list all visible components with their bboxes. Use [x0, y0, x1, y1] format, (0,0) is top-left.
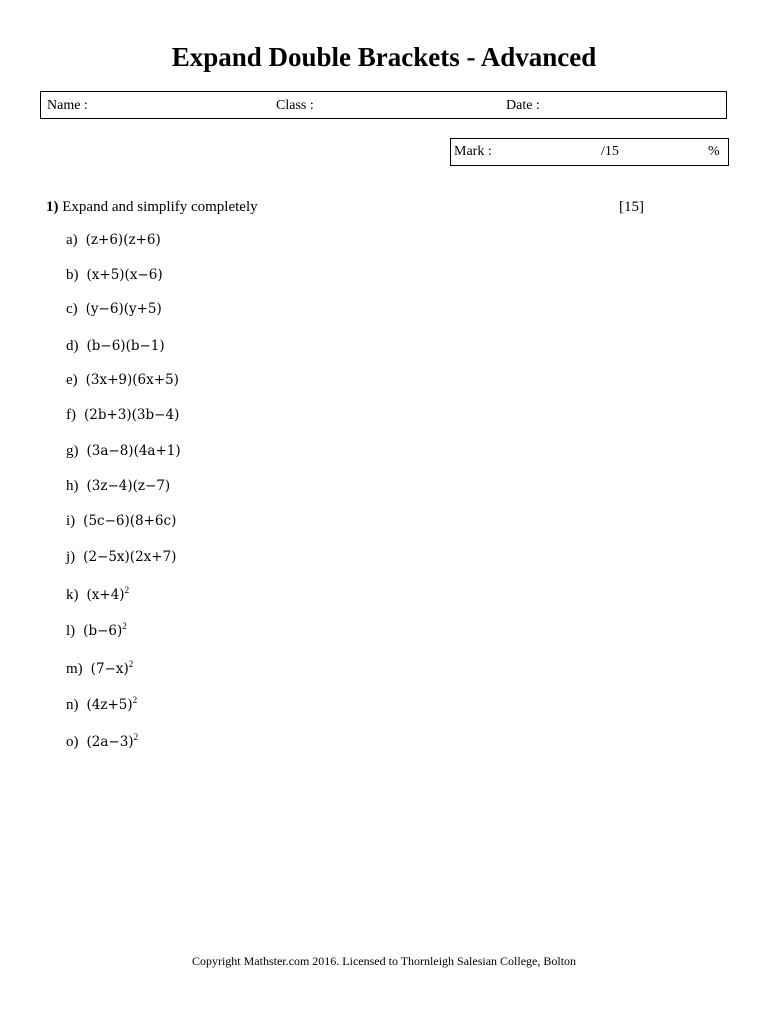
date-label: Date :: [506, 98, 540, 113]
item-label: i): [66, 513, 76, 529]
mark-out-of: /15: [601, 144, 619, 159]
class-label: Class :: [276, 98, 314, 113]
item-expression: (2b+3)(3b−4): [84, 407, 180, 423]
item-label: j): [66, 549, 76, 565]
item-exponent: 2: [124, 585, 130, 595]
item-label: o): [66, 734, 79, 750]
item-label: k): [66, 587, 79, 603]
item-label: m): [66, 661, 83, 677]
question-item: [66, 659, 133, 678]
item-expression: (7−x): [90, 661, 129, 677]
question-item: [66, 301, 162, 318]
item-label: c): [66, 301, 78, 317]
mark-label: Mark :: [454, 144, 492, 159]
item-expression: (2a−3): [86, 734, 134, 750]
item-label: g): [66, 443, 79, 459]
question-item: [66, 732, 138, 751]
item-expression: (3a−8)(4a+1): [86, 443, 181, 459]
copyright-footer: Copyright Mathster.com 2016. Licensed to Thornleigh Salesian College, Bolton: [191, 954, 577, 968]
item-expression: (x+4): [86, 587, 125, 603]
item-label: a): [66, 232, 78, 248]
question-heading: [46, 199, 258, 216]
item-label: n): [66, 697, 79, 713]
item-expression: (5c−6)(8+6c): [83, 513, 177, 529]
item-exponent: 2: [128, 659, 134, 669]
item-label: d): [66, 338, 79, 354]
percent-sign: %: [708, 144, 720, 159]
question-item: [66, 621, 127, 640]
student-info-box: [40, 91, 727, 119]
item-label: b): [66, 267, 79, 283]
item-exponent: 2: [122, 621, 127, 631]
name-label: Name :: [47, 98, 88, 113]
question-item: [66, 695, 137, 714]
question-item: [66, 585, 129, 604]
item-expression: (4z+5): [86, 697, 133, 713]
item-expression: (2−5x)(2x+7): [83, 549, 177, 565]
item-expression: (3x+9)(6x+5): [85, 372, 179, 388]
item-label: e): [66, 372, 78, 388]
question-item: [66, 338, 165, 355]
question-item: [66, 407, 179, 424]
question-item: [66, 267, 163, 284]
question-marks: [15]: [619, 199, 644, 215]
item-expression: (3z−4)(z−7): [86, 478, 171, 494]
item-exponent: 2: [133, 732, 139, 742]
item-expression: (b−6): [83, 623, 123, 639]
item-expression: (x+5)(x−6): [86, 267, 163, 283]
item-label: h): [66, 478, 79, 494]
question-item: [66, 478, 170, 495]
item-exponent: 2: [132, 695, 138, 705]
question-item: [66, 232, 161, 249]
question-item: [66, 372, 179, 389]
item-expression: (b−6)(b−1): [86, 338, 165, 354]
question-item: [66, 549, 176, 566]
question-item: [66, 443, 181, 460]
worksheet-title: Expand Double Brackets - Advanced: [171, 42, 597, 72]
item-expression: (z+6)(z+6): [85, 232, 161, 248]
item-expression: (y−6)(y+5): [85, 301, 162, 317]
item-label: l): [66, 623, 76, 639]
mark-box: [450, 138, 729, 166]
question-text: Expand and simplify completely: [62, 199, 258, 215]
item-label: f): [66, 407, 76, 423]
question-item: [66, 513, 176, 530]
question-number: 1): [46, 199, 59, 215]
